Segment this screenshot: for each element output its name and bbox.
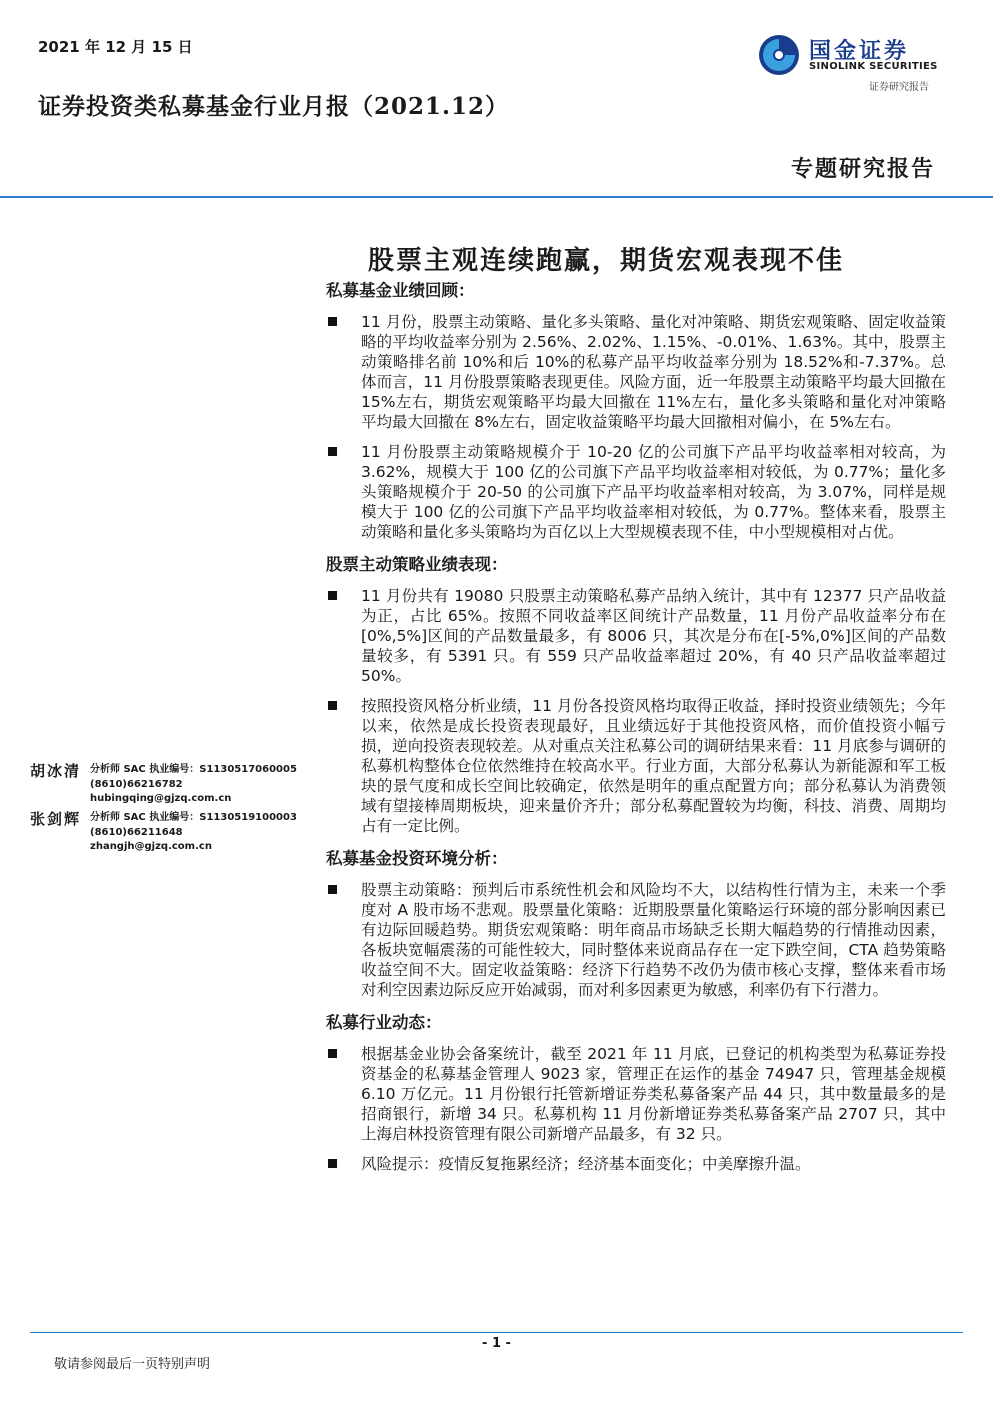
section-heading: 私募基金业绩回顾： bbox=[326, 281, 475, 300]
bullet-text: 根据基金业协会备案统计，截至 2021 年 11 月底，已登记的机构类型为私募证券投资基金的私募基金管理人 9023 家，管理正在运作的基金 74947 只，管理基金规模 6.10 万亿元。11 月份银行托管新增证券类私募备案产品 44 只，其中数量最多的是招商银行，新增 34 只。私募机构 11 月份新增证券类私募备案产品 2707 只，其中上海启林投资管理有限公司新增产品最多，有 32 只。 bbox=[361, 1045, 946, 1143]
bullet-item bbox=[326, 586, 946, 686]
analyst-info bbox=[90, 811, 297, 855]
bullet-item bbox=[326, 1044, 946, 1144]
logo-subtitle: 证券研究报告 bbox=[869, 82, 929, 93]
bullet-text: 11 月份共有 19080 只股票主动策略私募产品纳入统计，其中有 12377 只产品收益为正，占比 65%。按照不同收益率区间统计产品数量，11 月份产品收益率分布在[0%,5%]区间的产品数量最多，有 8006 只，其次是分布在[-5%,0%]区间的产品数量较多，有 5391 只。有 559 只产品收益率超过 20%，有 40 只产品收益率超过 50%。 bbox=[361, 587, 946, 685]
header-divider bbox=[0, 196, 993, 198]
section-heading: 私募基金投资环境分析： bbox=[326, 849, 508, 868]
report-date: 2021 年 12 月 15 日 bbox=[38, 38, 193, 56]
report-type: 专题研究报告 bbox=[790, 156, 935, 182]
square-bullet-icon bbox=[328, 1049, 337, 1058]
bullet-item bbox=[326, 312, 946, 432]
company-logo bbox=[757, 30, 947, 94]
bullet-text: 风险提示：疫情反复拖累经济；经济基本面变化；中美摩擦升温。 bbox=[361, 1155, 811, 1173]
square-bullet-icon bbox=[328, 447, 337, 456]
bullet-item bbox=[326, 696, 946, 836]
analyst-email[interactable]: hubingqing@gjzq.com.cn bbox=[90, 793, 232, 804]
bullet-text: 按照投资风格分析业绩，11 月份各投资风格均取得正收益，择时投资业绩领先；今年以来，依然是成长投资表现最好，且业绩远好于其他投资风格，而价值投资小幅亏损，逆向投资表现较差。从对重点关注私募公司的调研结果来看：11 月底参与调研的私募机构整体仓位依然维持在较高水平。行业方面，大部分私募认为新能源和军工板块的景气度和成长空间比较确定，依然是明年的重点配置方向；部分私募认为消费领域有望接棒周期板块，迎来量价齐升；部分私募配置较为均衡，科技、消费、周期均占有一定比例。 bbox=[361, 697, 946, 835]
analyst-name: 胡冰清 bbox=[30, 762, 82, 780]
analyst-cert: 分析师 SAC 执业编号：S1130517060005 bbox=[90, 764, 297, 775]
logo-chinese-name: 国金证券 bbox=[809, 39, 910, 64]
section-stock-strategy bbox=[326, 552, 946, 836]
analyst-info bbox=[90, 763, 297, 807]
analyst-cert: 分析师 SAC 执业编号：S1130519100003 bbox=[90, 812, 297, 823]
bullet-item bbox=[326, 442, 946, 542]
bullet-text: 11 月份，股票主动策略、量化多头策略、量化对冲策略、期货宏观策略、固定收益策略的平均收益率分别为 2.56%、2.02%、1.15%、-0.01%、1.63%。其中，股票主动策略排名前 10%和后 10%的私募产品平均收益率分别为 18.52%和-7.37%。总体而言，11 月份股票策略表现更佳。风险方面，近一年股票主动策略平均最大回撤在 15%左右，期货宏观策略平均最大回撤在 11%左右，量化多头策略和量化对冲策略平均最大回撤在 8%左右，固定收益策略平均最大回撤相对偏小，在 5%左右。 bbox=[361, 313, 946, 431]
analyst-phone: (8610)66211648 bbox=[90, 826, 183, 838]
report-body bbox=[326, 278, 946, 1184]
analyst-name: 张剑辉 bbox=[30, 810, 82, 828]
page-number: - 1 - bbox=[482, 1336, 511, 1351]
square-bullet-icon bbox=[328, 701, 337, 710]
headline: 股票主观连续跑赢，期货宏观表现不佳 bbox=[368, 246, 845, 276]
bullet-item bbox=[326, 880, 946, 1000]
disclaimer-note: 敬请参阅最后一页特别声明 bbox=[54, 1357, 211, 1372]
analyst-phone: (8610)66216782 bbox=[90, 778, 183, 790]
section-heading: 私募行业动态： bbox=[326, 1013, 442, 1032]
bullet-item bbox=[326, 1154, 946, 1174]
logo-english-name: SINOLINK SECURITIES bbox=[809, 61, 938, 72]
section-industry-news bbox=[326, 1010, 946, 1174]
sinolink-logo-icon bbox=[757, 33, 801, 77]
footer-divider bbox=[30, 1332, 963, 1333]
bullet-text: 11 月份股票主动策略规模介于 10-20 亿的公司旗下产品平均收益率相对较高，为 3.62%，规模大于 100 亿的公司旗下产品平均收益率相对较低，为 0.77%；量化多头策略规模介于 20-50 的公司旗下产品平均收益率相对较高，为 3.07%，同样是规模大于 100 亿的公司旗下产品平均收益率相对较低，为 0.77%。整体来看，股票主动策略和量化多头策略均为百亿以上大型规模表现不佳，中小型规模相对占优。 bbox=[361, 443, 946, 541]
section-heading: 股票主动策略业绩表现： bbox=[326, 555, 508, 574]
section-investment-environment bbox=[326, 846, 946, 1000]
square-bullet-icon bbox=[328, 317, 337, 326]
square-bullet-icon bbox=[328, 591, 337, 600]
section-performance-review bbox=[326, 278, 946, 542]
square-bullet-icon bbox=[328, 885, 337, 894]
report-title: 证券投资类私募基金行业月报（2021.12） bbox=[38, 93, 510, 120]
bullet-text: 股票主动策略：预判后市系统性机会和风险均不大，以结构性行情为主，未来一个季度对 A 股市场不悲观。股票量化策略：近期股票量化策略运行环境的部分影响因素已有边际回暖趋势。期货宏观策略：明年商品市场缺乏长期大幅趋势的行情推动因素，各板块宽幅震荡的可能性较大，同时整体来说商品存在一定下跌空间，CTA 趋势策略收益空间不大。固定收益策略：经济下行趋势不改仍为债市核心支撑，整体来看市场对利空因素边际反应开始减弱，而对利多因素更为敏感，利率仍有下行潜力。 bbox=[361, 881, 946, 999]
square-bullet-icon bbox=[328, 1159, 337, 1168]
analyst-email[interactable]: zhangjh@gjzq.com.cn bbox=[90, 841, 212, 852]
